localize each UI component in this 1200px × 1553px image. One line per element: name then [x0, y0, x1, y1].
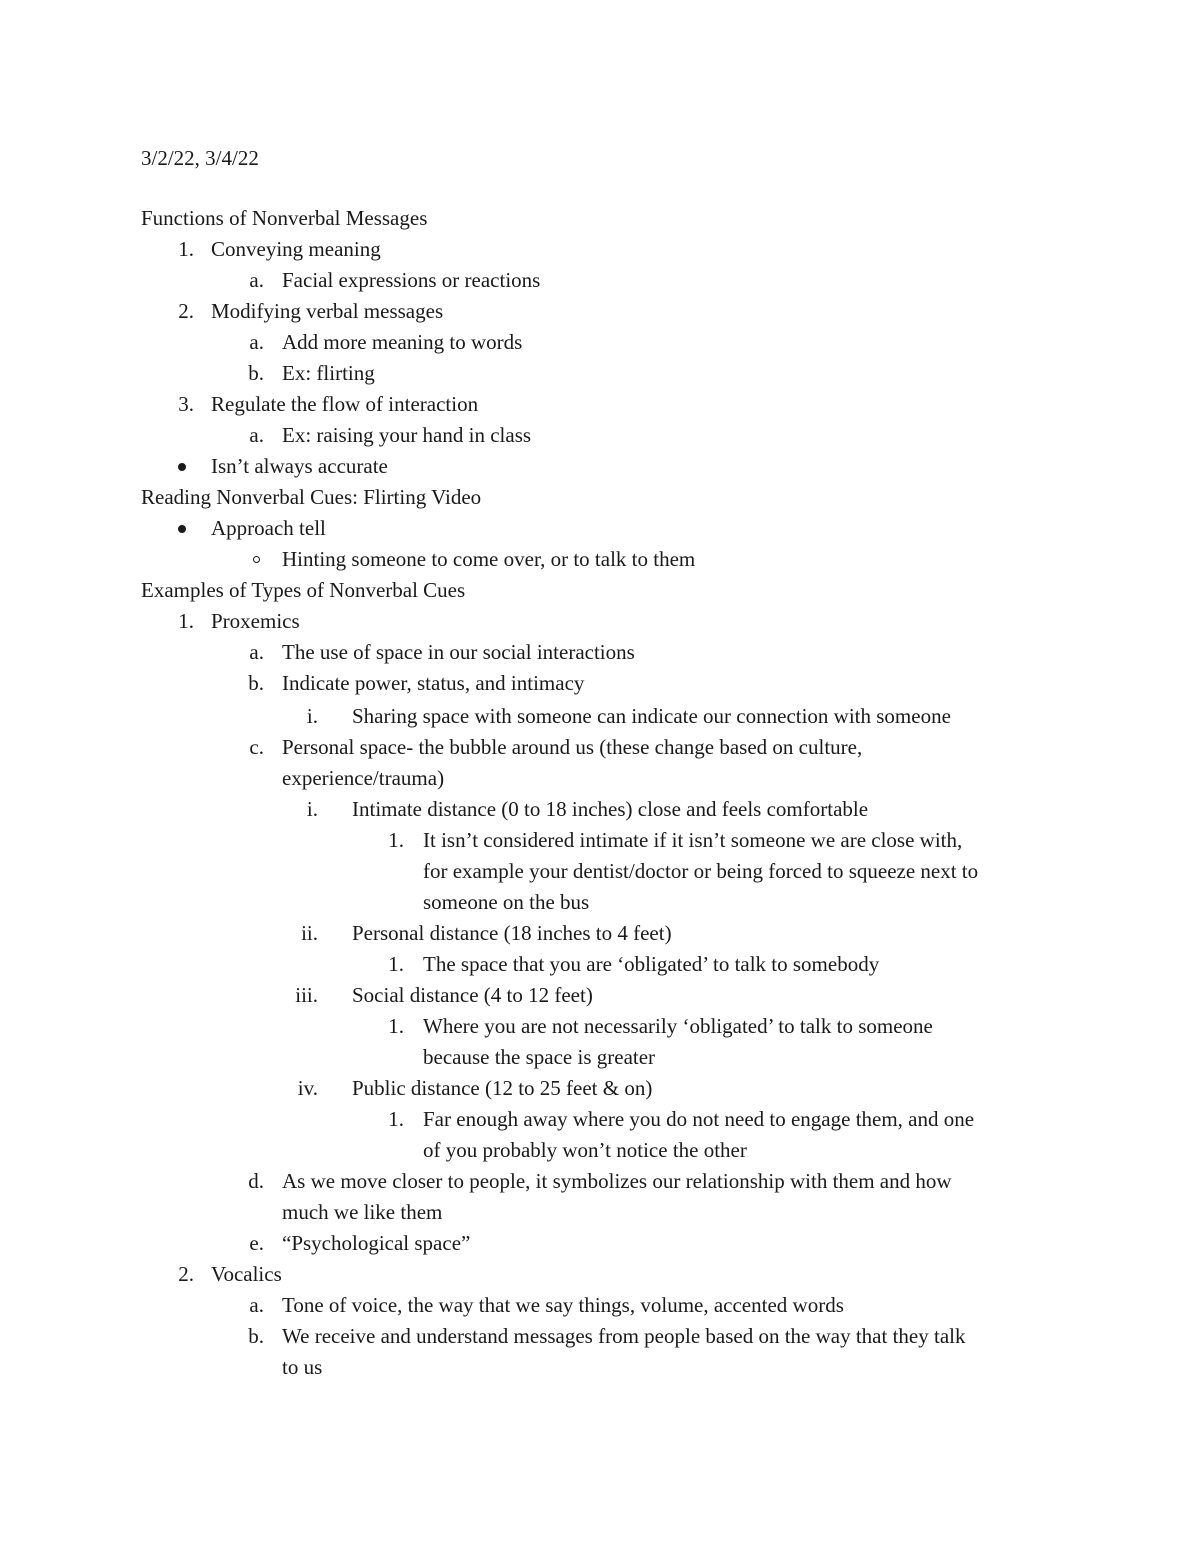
list-item-continuation: much we like them: [282, 1200, 443, 1224]
list-item: Regulate the flow of interaction: [211, 392, 479, 416]
list-item: Ex: flirting: [282, 361, 375, 385]
list-marker: b.: [248, 361, 264, 385]
section-heading-examples: Examples of Types of Nonverbal Cues: [141, 578, 466, 602]
list-marker: 2.: [178, 299, 194, 323]
list-marker: i.: [306, 797, 318, 821]
list-item: Facial expressions or reactions: [282, 268, 541, 292]
list-marker: 1.: [388, 1107, 404, 1131]
list-marker: 1.: [388, 828, 404, 852]
list-item: Hinting someone to come over, or to talk to them: [282, 547, 696, 571]
list-item: Personal space- the bubble around us (these change based on culture,: [282, 735, 863, 759]
list-item: Add more meaning to words: [282, 330, 523, 354]
list-item: Conveying meaning: [211, 237, 381, 261]
list-item: The space that you are ‘obligated’ to talk to somebody: [423, 952, 880, 976]
list-item: Indicate power, status, and intimacy: [282, 671, 585, 695]
list-item: Where you are not necessarily ‘obligated’ to talk to someone: [423, 1014, 933, 1038]
section-heading-functions: Functions of Nonverbal Messages: [141, 206, 428, 230]
list-item: Approach tell: [211, 516, 326, 540]
list-item-continuation: experience/trauma): [282, 766, 445, 790]
list-marker: a.: [249, 268, 264, 292]
list-item: Sharing space with someone can indicate our connection with someone: [352, 704, 951, 728]
list-item: It isn’t considered intimate if it isn’t someone we are close with,: [423, 828, 963, 852]
list-item-continuation: because the space is greater: [423, 1045, 656, 1069]
list-item: As we move closer to people, it symbolizes our relationship with them and how: [282, 1169, 952, 1193]
list-item: “Psychological space”: [282, 1231, 471, 1255]
list-item: Proxemics: [211, 609, 300, 633]
list-item-continuation: for example your dentist/doctor or being forced to squeeze next to: [423, 859, 979, 883]
list-item: Social distance (4 to 12 feet): [352, 983, 593, 1007]
list-marker: 1.: [388, 952, 404, 976]
list-item: Ex: raising your hand in class: [282, 423, 532, 447]
list-marker: a.: [249, 640, 264, 664]
list-marker: d.: [248, 1169, 264, 1193]
list-item-continuation: to us: [282, 1355, 323, 1379]
hollow-bullet-icon: [253, 556, 260, 563]
list-marker: 2.: [178, 1262, 194, 1286]
list-marker: iii.: [295, 983, 318, 1007]
list-marker: 3.: [178, 392, 194, 416]
list-item-continuation: of you probably won’t notice the other: [423, 1138, 747, 1162]
list-item: Far enough away where you do not need to engage them, and one: [423, 1107, 975, 1131]
list-marker: 1.: [178, 609, 194, 633]
list-item: Isn’t always accurate: [211, 454, 388, 478]
list-marker: c.: [249, 735, 264, 759]
bullet-icon: [178, 463, 186, 471]
list-marker: b.: [248, 1324, 264, 1348]
list-marker: a.: [249, 330, 264, 354]
list-item: Intimate distance (0 to 18 inches) close and feels comfortable: [352, 797, 869, 821]
list-marker: ii.: [301, 921, 318, 945]
list-marker: iv.: [297, 1076, 318, 1100]
list-marker: b.: [248, 671, 264, 695]
list-marker: 1.: [178, 237, 194, 261]
list-item: Vocalics: [211, 1262, 282, 1286]
list-item: Tone of voice, the way that we say things, volume, accented words: [282, 1293, 844, 1317]
list-marker: i.: [306, 704, 318, 728]
list-item-continuation: someone on the bus: [423, 890, 590, 914]
list-item: We receive and understand messages from people based on the way that they talk: [282, 1324, 966, 1348]
list-item: Public distance (12 to 25 feet & on): [352, 1076, 653, 1100]
list-marker: 1.: [388, 1014, 404, 1038]
list-marker: a.: [249, 423, 264, 447]
list-marker: e.: [249, 1231, 264, 1255]
list-item: Personal distance (18 inches to 4 feet): [352, 921, 672, 945]
section-heading-reading: Reading Nonverbal Cues: Flirting Video: [141, 485, 482, 509]
bullet-icon: [178, 525, 186, 533]
list-item: Modifying verbal messages: [211, 299, 444, 323]
list-item: The use of space in our social interactions: [282, 640, 635, 664]
list-marker: a.: [249, 1293, 264, 1317]
date-line: 3/2/22, 3/4/22: [141, 146, 259, 170]
